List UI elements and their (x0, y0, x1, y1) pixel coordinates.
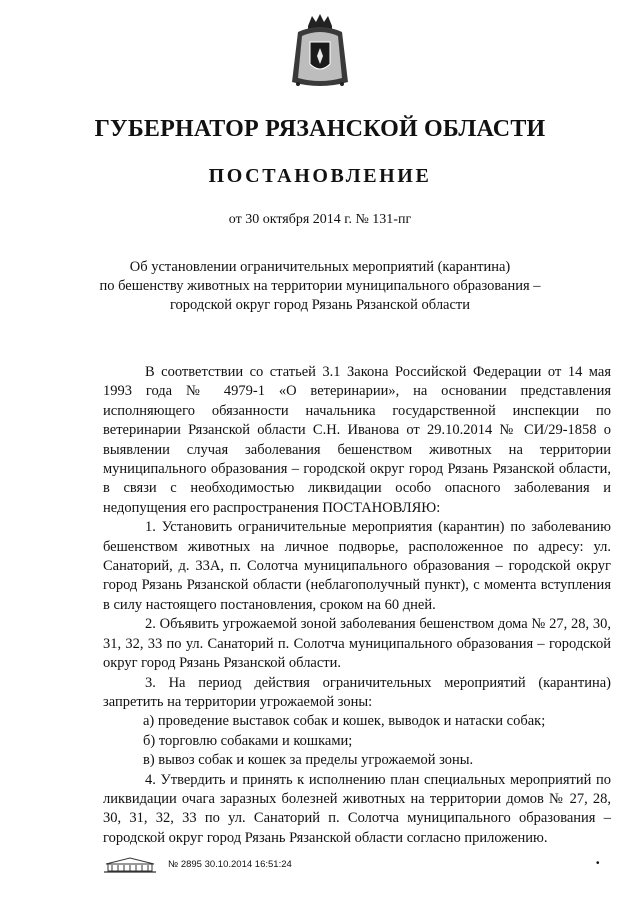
heading-line: городской округ город Рязань Рязанской области (169, 297, 471, 313)
office-stamp-logo (102, 856, 158, 874)
heading-line: по бешенству животных на территории муниципального образования – (99, 278, 541, 294)
coat-of-arms-emblem (288, 12, 352, 92)
document-type: ПОСТАНОВЛЕНИЕ (208, 165, 432, 187)
paragraph-3: 3. На период действия ограничительных мероприятий (карантина) запретить на территории угрожаемой зоны: (103, 674, 611, 710)
document-body (103, 363, 611, 848)
document-heading (60, 258, 580, 315)
paragraph-2: 2. Объявить угрожаемой зоной заболевания бешенством дома № 27, 28, 30, 31, 32, 33 по ул. Санаторий п. Солотча муниципального образования – городской округ город Рязань Рязанской области. (103, 616, 611, 672)
heading-line: Об установлении ограничительных мероприятий (карантина) (129, 259, 511, 275)
issuer-title: ГУБЕРНАТОР РЯЗАНСКОЙ ОБЛАСТИ (94, 116, 546, 142)
registration-stamp: № 2895 30.10.2014 16:51:24 (168, 859, 292, 870)
footer (102, 856, 602, 876)
paragraph-3c: в) вывоз собак и кошек за пределы угрожаемой зоны. (143, 752, 474, 769)
paragraph-3a: а) проведение выставок собак и кошек, выводок и натаски собак; (143, 713, 546, 730)
paragraph-3b: б) торговлю собаками и кошками; (143, 732, 353, 749)
paragraph-1: 1. Установить ограничительные мероприятия (карантин) по заболеванию бешенством животных на личное подворье, расположенное по адресу: ул. Санаторий, д. 33А, п. Солотча муниципального образования – городской округ город Рязань Рязанской области (неблагополучный пункт), с момента вступления в силу настоящего постановления, сроком на 60 дней. (103, 519, 611, 613)
paragraph-4: 4. Утвердить и принять к исполнению план специальных мероприятий по ликвидации очага заразных болезней животных на территории домов № 27, 28, 30, 31, 32, 33 по ул. Санаторий п. Солотча муниципального образования – городской округ город Рязань Рязанской области согласно приложению. (103, 771, 611, 846)
document-date-number: от 30 октября 2014 г. № 131-пг (228, 212, 412, 227)
preamble-paragraph: В соответствии со статьей 3.1 Закона Российской Федерации от 14 мая 1993 года № 4979-1 «О ветеринарии», на основании представления исполняющего обязанности начальника государственной инспекции по ветеринарии Рязанской области С.Н. Иванова от 29.10.2014 № СИ/29-1858 о выявлении случая заболевания бешенством животных на территории муниципального образования – городской округ город Рязань Рязанской области, в связи с необходимостью ликвидации особо опасного заболевания и недопущения его распространения ПОСТАНОВЛЯЮ: (103, 364, 611, 516)
scan-mark: • (596, 858, 600, 869)
